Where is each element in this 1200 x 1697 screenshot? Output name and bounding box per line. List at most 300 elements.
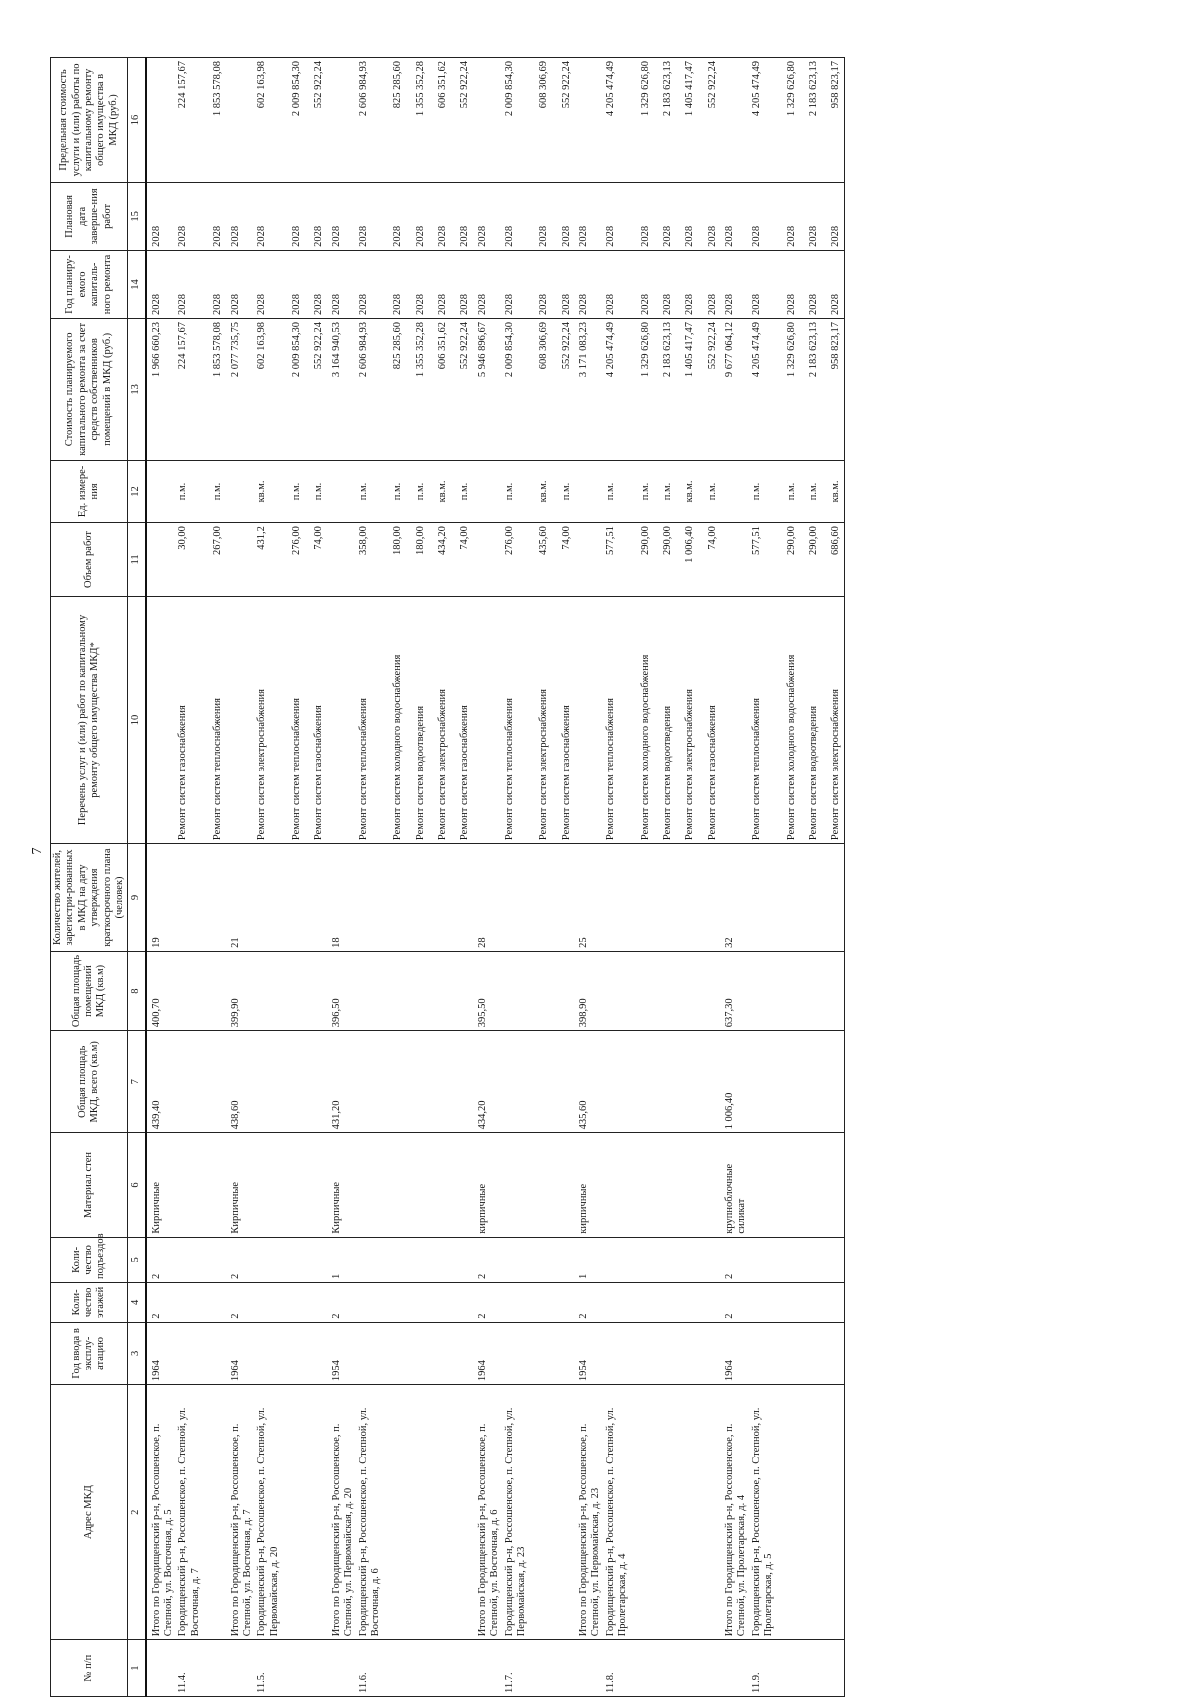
cell-max-cost: 602 163,98 xyxy=(255,58,282,183)
cell-wall-material xyxy=(255,1133,282,1237)
cell-residents xyxy=(503,844,530,952)
cell-rooms-area: 399,90 xyxy=(226,951,256,1030)
cell-residents xyxy=(529,844,551,952)
cell-volume: 180,00 xyxy=(406,523,428,597)
cell-total-area xyxy=(799,1031,821,1133)
cell-plan-year: 2028 xyxy=(473,250,503,318)
capital-repair-plan-table xyxy=(50,57,845,1697)
cell-wall-material xyxy=(552,1133,574,1237)
cell-volume: 74,00 xyxy=(698,523,720,597)
cell-max-cost: 958 823,17 xyxy=(821,58,844,183)
cell-plan-year: 2028 xyxy=(146,250,177,318)
cell-entrances xyxy=(203,1237,225,1282)
cell-year-built xyxy=(552,1322,574,1384)
cell-work xyxy=(473,596,503,843)
cell-floors xyxy=(255,1283,282,1323)
cell-plan-year: 2028 xyxy=(304,250,326,318)
cell-residents xyxy=(799,844,821,952)
header-num: № п/п xyxy=(51,1640,128,1697)
cell-end-year: 2028 xyxy=(406,182,428,250)
cell-residents xyxy=(255,844,282,952)
cell-work: Ремонт систем газоснабжения xyxy=(304,596,326,843)
column-number: 15 xyxy=(128,182,146,250)
cell-max-cost: 4 205 474,49 xyxy=(750,58,777,183)
cell-unit: п.м. xyxy=(406,460,428,522)
cell-year-built xyxy=(383,1322,405,1384)
cell-work: Ремонт систем электроснабжения xyxy=(821,596,844,843)
cell-rooms-area: 400,70 xyxy=(146,951,177,1030)
cell-rooms-area: 398,90 xyxy=(574,951,604,1030)
cell-wall-material xyxy=(503,1133,530,1237)
cell-residents: 25 xyxy=(574,844,604,952)
cell-entrances xyxy=(428,1237,450,1282)
cell-residents xyxy=(675,844,697,952)
cell-unit: п.м. xyxy=(304,460,326,522)
cell-address xyxy=(203,1385,225,1640)
cell-cost: 4 205 474,49 xyxy=(750,318,777,460)
cell-num xyxy=(473,1640,503,1697)
cell-end-year: 2028 xyxy=(574,182,604,250)
cell-num xyxy=(552,1640,574,1697)
cell-plan-year: 2028 xyxy=(604,250,631,318)
cell-plan-year: 2028 xyxy=(720,250,750,318)
cell-total-area xyxy=(406,1031,428,1133)
building-row xyxy=(255,58,282,1697)
cell-entrances: 2 xyxy=(226,1237,256,1282)
cell-volume: 435,60 xyxy=(529,523,551,597)
cell-wall-material xyxy=(176,1133,203,1237)
cell-entrances xyxy=(777,1237,799,1282)
cell-year-built xyxy=(653,1322,675,1384)
cell-residents xyxy=(552,844,574,952)
cell-year-built xyxy=(406,1322,428,1384)
cell-end-year: 2028 xyxy=(203,182,225,250)
cell-floors xyxy=(777,1283,799,1323)
cell-max-cost: 2 009 854,30 xyxy=(282,58,304,183)
cell-total-area xyxy=(631,1031,653,1133)
cell-num xyxy=(821,1640,844,1697)
cell-total-area: 434,20 xyxy=(473,1031,503,1133)
cell-year-built xyxy=(450,1322,472,1384)
cell-wall-material xyxy=(304,1133,326,1237)
cell-num xyxy=(383,1640,405,1697)
cell-residents xyxy=(821,844,844,952)
cell-address: Итого по Городищенский р-н, Россошенское, п. Степной, ул. Восточная, д. 6 xyxy=(473,1385,503,1640)
cell-max-cost xyxy=(327,58,357,183)
cell-plan-year: 2028 xyxy=(799,250,821,318)
cell-volume: 74,00 xyxy=(552,523,574,597)
cell-max-cost: 4 205 474,49 xyxy=(604,58,631,183)
cell-work xyxy=(574,596,604,843)
building-row xyxy=(503,58,530,1697)
cell-residents: 28 xyxy=(473,844,503,952)
cell-floors xyxy=(604,1283,631,1323)
cell-plan-year: 2028 xyxy=(653,250,675,318)
cell-plan-year: 2028 xyxy=(255,250,282,318)
cell-residents xyxy=(406,844,428,952)
cell-wall-material: Кирпичные xyxy=(226,1133,256,1237)
work-row xyxy=(799,58,821,1697)
cell-rooms-area xyxy=(357,951,384,1030)
cell-total-area: 1 006,40 xyxy=(720,1031,750,1133)
cell-unit: п.м. xyxy=(750,460,777,522)
cell-plan-year: 2028 xyxy=(777,250,799,318)
cell-wall-material xyxy=(698,1133,720,1237)
header-unit: Ед. измере-ния xyxy=(51,460,128,522)
cell-total-area xyxy=(282,1031,304,1133)
cell-work: Ремонт систем теплоснабжения xyxy=(203,596,225,843)
header-plan-year: Год планиру-емого капиталь-ного ремонта xyxy=(51,250,128,318)
column-number: 2 xyxy=(128,1385,146,1640)
cell-cost: 552 922,24 xyxy=(304,318,326,460)
cell-residents xyxy=(203,844,225,952)
cell-unit: п.м. xyxy=(383,460,405,522)
cell-work: Ремонт систем электроснабжения xyxy=(255,596,282,843)
work-row xyxy=(406,58,428,1697)
header-year-built: Год ввода в эксплу-атацию xyxy=(51,1322,128,1384)
cell-num: 11.4. xyxy=(176,1640,203,1697)
cell-num xyxy=(777,1640,799,1697)
cell-address xyxy=(282,1385,304,1640)
cell-max-cost xyxy=(146,58,177,183)
cell-end-year: 2028 xyxy=(821,182,844,250)
cell-address: Городищенский р-н, Россошенское, п. Степной, ул. Первомайская, д. 20 xyxy=(255,1385,282,1640)
cell-cost: 1 355 352,28 xyxy=(406,318,428,460)
column-number: 1 xyxy=(128,1640,146,1697)
cell-cost: 2 077 735,75 xyxy=(226,318,256,460)
work-row xyxy=(282,58,304,1697)
cell-end-year: 2028 xyxy=(720,182,750,250)
work-row xyxy=(698,58,720,1697)
cell-work: Ремонт систем теплоснабжения xyxy=(604,596,631,843)
cell-num xyxy=(799,1640,821,1697)
cell-plan-year: 2028 xyxy=(357,250,384,318)
cell-max-cost: 606 351,62 xyxy=(428,58,450,183)
cell-max-cost: 1 355 352,28 xyxy=(406,58,428,183)
work-row xyxy=(777,58,799,1697)
cell-wall-material xyxy=(406,1133,428,1237)
cell-num xyxy=(406,1640,428,1697)
cell-end-year: 2028 xyxy=(777,182,799,250)
cell-entrances xyxy=(282,1237,304,1282)
cell-num xyxy=(653,1640,675,1697)
work-row xyxy=(552,58,574,1697)
cell-end-year: 2028 xyxy=(255,182,282,250)
cell-cost: 1 405 417,47 xyxy=(675,318,697,460)
cell-max-cost: 2 009 854,30 xyxy=(503,58,530,183)
work-row xyxy=(304,58,326,1697)
cell-rooms-area xyxy=(304,951,326,1030)
cell-rooms-area xyxy=(428,951,450,1030)
cell-floors: 2 xyxy=(574,1283,604,1323)
cell-total-area xyxy=(503,1031,530,1133)
cell-entrances xyxy=(631,1237,653,1282)
cell-wall-material xyxy=(675,1133,697,1237)
cell-plan-year: 2028 xyxy=(750,250,777,318)
cell-total-area xyxy=(653,1031,675,1133)
cell-num: 11.7. xyxy=(503,1640,530,1697)
column-number: 13 xyxy=(128,318,146,460)
cell-wall-material xyxy=(821,1133,844,1237)
cell-total-area: 438,60 xyxy=(226,1031,256,1133)
cell-end-year: 2028 xyxy=(226,182,256,250)
cell-num xyxy=(450,1640,472,1697)
cell-work: Ремонт систем холодного водоснабжения xyxy=(631,596,653,843)
cell-year-built xyxy=(203,1322,225,1384)
building-row xyxy=(357,58,384,1697)
cell-total-area xyxy=(750,1031,777,1133)
cell-volume: 577,51 xyxy=(604,523,631,597)
cell-volume: 290,00 xyxy=(631,523,653,597)
cell-rooms-area xyxy=(282,951,304,1030)
cell-work: Ремонт систем электроснабжения xyxy=(675,596,697,843)
cell-volume: 431,2 xyxy=(255,523,282,597)
cell-plan-year: 2028 xyxy=(383,250,405,318)
work-row xyxy=(675,58,697,1697)
cell-cost: 4 205 474,49 xyxy=(604,318,631,460)
cell-address xyxy=(428,1385,450,1640)
cell-plan-year: 2028 xyxy=(226,250,256,318)
cell-unit xyxy=(574,460,604,522)
cell-num xyxy=(203,1640,225,1697)
work-row xyxy=(383,58,405,1697)
cell-total-area xyxy=(383,1031,405,1133)
cell-num xyxy=(304,1640,326,1697)
cell-volume: 267,00 xyxy=(203,523,225,597)
cell-year-built xyxy=(799,1322,821,1384)
cell-end-year: 2028 xyxy=(176,182,203,250)
cell-work: Ремонт систем водоотведения xyxy=(653,596,675,843)
cell-floors xyxy=(529,1283,551,1323)
cell-plan-year: 2028 xyxy=(450,250,472,318)
cell-entrances: 2 xyxy=(473,1237,503,1282)
cell-plan-year: 2028 xyxy=(675,250,697,318)
cell-num: 11.6. xyxy=(357,1640,384,1697)
cell-end-year: 2028 xyxy=(146,182,177,250)
header-residents: Количество жителей, зарегистри-рованных в МКД на дату утверждения краткосрочного плана (человек) xyxy=(51,844,128,952)
cell-wall-material xyxy=(529,1133,551,1237)
work-row xyxy=(631,58,653,1697)
column-number: 6 xyxy=(128,1133,146,1237)
header-total-area: Общая площадь МКД, всего (кв.м) xyxy=(51,1031,128,1133)
cell-num xyxy=(698,1640,720,1697)
cell-entrances xyxy=(675,1237,697,1282)
cell-entrances xyxy=(750,1237,777,1282)
cell-year-built xyxy=(255,1322,282,1384)
cell-entrances xyxy=(503,1237,530,1282)
cell-work: Ремонт систем теплоснабжения xyxy=(357,596,384,843)
cell-cost: 9 677 064,12 xyxy=(720,318,750,460)
cell-floors xyxy=(383,1283,405,1323)
cell-end-year: 2028 xyxy=(750,182,777,250)
cell-volume: 1 006,40 xyxy=(675,523,697,597)
cell-max-cost: 608 306,69 xyxy=(529,58,551,183)
cell-volume: 74,00 xyxy=(450,523,472,597)
cell-cost: 1 966 660,23 xyxy=(146,318,177,460)
cell-floors: 2 xyxy=(146,1283,177,1323)
cell-cost: 606 351,62 xyxy=(428,318,450,460)
cell-unit xyxy=(720,460,750,522)
cell-num: 11.9. xyxy=(750,1640,777,1697)
cell-max-cost: 1 853 578,08 xyxy=(203,58,225,183)
cell-total-area: 435,60 xyxy=(574,1031,604,1133)
column-number: 3 xyxy=(128,1322,146,1384)
cell-wall-material: крупноблочные силикат xyxy=(720,1133,750,1237)
cell-rooms-area xyxy=(631,951,653,1030)
cell-floors xyxy=(821,1283,844,1323)
header-floors: Коли-чество этажей xyxy=(51,1283,128,1323)
cell-num xyxy=(226,1640,256,1697)
cell-total-area xyxy=(428,1031,450,1133)
cell-rooms-area: 396,50 xyxy=(327,951,357,1030)
cell-work: Ремонт систем теплоснабжения xyxy=(750,596,777,843)
cell-floors xyxy=(799,1283,821,1323)
cell-floors: 2 xyxy=(473,1283,503,1323)
cell-cost: 2 183 623,13 xyxy=(653,318,675,460)
column-number: 11 xyxy=(128,523,146,597)
cell-entrances: 1 xyxy=(574,1237,604,1282)
cell-volume: 577,51 xyxy=(750,523,777,597)
cell-entrances xyxy=(357,1237,384,1282)
cell-work: Ремонт систем водоотведения xyxy=(799,596,821,843)
cell-max-cost xyxy=(473,58,503,183)
cell-address xyxy=(529,1385,551,1640)
cell-address xyxy=(450,1385,472,1640)
cell-residents xyxy=(750,844,777,952)
cell-entrances xyxy=(653,1237,675,1282)
cell-address xyxy=(675,1385,697,1640)
cell-wall-material xyxy=(604,1133,631,1237)
cell-cost: 1 329 626,80 xyxy=(631,318,653,460)
cell-address xyxy=(383,1385,405,1640)
cell-unit: п.м. xyxy=(450,460,472,522)
cell-rooms-area xyxy=(450,951,472,1030)
cell-end-year: 2028 xyxy=(653,182,675,250)
cell-address: Итого по Городищенский р-н, Россошенское, п. Степной, ул. Пролетарская, д. 4 xyxy=(720,1385,750,1640)
cell-cost: 602 163,98 xyxy=(255,318,282,460)
cell-wall-material xyxy=(653,1133,675,1237)
cell-num: 11.8. xyxy=(604,1640,631,1697)
cell-unit xyxy=(146,460,177,522)
cell-year-built xyxy=(176,1322,203,1384)
cell-entrances xyxy=(821,1237,844,1282)
cell-wall-material xyxy=(357,1133,384,1237)
cell-residents xyxy=(604,844,631,952)
cell-work: Ремонт систем холодного водоснабжения xyxy=(777,596,799,843)
cell-total-area: 439,40 xyxy=(146,1031,177,1133)
work-row xyxy=(821,58,844,1697)
cell-address: Итого по Городищенский р-н, Россошенское, п. Степной, ул. Восточная, д. 5 xyxy=(146,1385,177,1640)
cell-total-area xyxy=(529,1031,551,1133)
cell-volume xyxy=(574,523,604,597)
cell-cost: 3 171 083,23 xyxy=(574,318,604,460)
cell-floors xyxy=(406,1283,428,1323)
cell-rooms-area xyxy=(777,951,799,1030)
header-rooms-area: Общая площадь помещений МКД (кв.м) xyxy=(51,951,128,1030)
cell-total-area xyxy=(821,1031,844,1133)
cell-plan-year: 2028 xyxy=(529,250,551,318)
cell-unit: кв.м. xyxy=(675,460,697,522)
cell-max-cost: 224 157,67 xyxy=(176,58,203,183)
cell-residents xyxy=(282,844,304,952)
cell-work: Ремонт систем электроснабжения xyxy=(428,596,450,843)
cell-entrances xyxy=(383,1237,405,1282)
cell-end-year: 2028 xyxy=(799,182,821,250)
cell-residents xyxy=(383,844,405,952)
cell-volume: 686,60 xyxy=(821,523,844,597)
cell-num xyxy=(675,1640,697,1697)
cell-address: Городищенский р-н, Россошенское, п. Степной, ул. Восточная, д. 6 xyxy=(357,1385,384,1640)
column-number: 5 xyxy=(128,1237,146,1282)
cell-unit xyxy=(226,460,256,522)
cell-cost: 5 946 896,67 xyxy=(473,318,503,460)
cell-year-built: 1964 xyxy=(473,1322,503,1384)
work-row xyxy=(203,58,225,1697)
cell-end-year: 2028 xyxy=(327,182,357,250)
cell-rooms-area xyxy=(552,951,574,1030)
cell-cost: 2 606 984,93 xyxy=(357,318,384,460)
cell-work: Ремонт систем электроснабжения xyxy=(529,596,551,843)
cell-entrances xyxy=(255,1237,282,1282)
cell-entrances: 2 xyxy=(720,1237,750,1282)
cell-year-built xyxy=(631,1322,653,1384)
cell-volume: 290,00 xyxy=(653,523,675,597)
cell-plan-year: 2028 xyxy=(552,250,574,318)
cell-volume xyxy=(473,523,503,597)
cell-end-year: 2028 xyxy=(675,182,697,250)
cell-cost: 825 285,60 xyxy=(383,318,405,460)
cell-max-cost: 1 329 626,80 xyxy=(777,58,799,183)
cell-work: Ремонт систем газоснабжения xyxy=(698,596,720,843)
column-number: 4 xyxy=(128,1283,146,1323)
cell-wall-material: кирпичные xyxy=(574,1133,604,1237)
building-row xyxy=(750,58,777,1697)
cell-total-area xyxy=(552,1031,574,1133)
cell-plan-year: 2028 xyxy=(203,250,225,318)
cell-max-cost: 2 183 623,13 xyxy=(799,58,821,183)
cell-year-built: 1954 xyxy=(574,1322,604,1384)
cell-cost: 2 009 854,30 xyxy=(503,318,530,460)
cell-max-cost: 2 606 984,93 xyxy=(357,58,384,183)
cell-year-built xyxy=(304,1322,326,1384)
cell-end-year: 2028 xyxy=(473,182,503,250)
cell-wall-material xyxy=(799,1133,821,1237)
cell-cost: 552 922,24 xyxy=(552,318,574,460)
cell-num xyxy=(720,1640,750,1697)
header-row xyxy=(51,58,128,1697)
cell-residents: 21 xyxy=(226,844,256,952)
cell-max-cost: 1 405 417,47 xyxy=(675,58,697,183)
cell-residents xyxy=(777,844,799,952)
cell-total-area xyxy=(675,1031,697,1133)
cell-volume: 30,00 xyxy=(176,523,203,597)
cell-num: 11.5. xyxy=(255,1640,282,1697)
cell-unit: п.м. xyxy=(282,460,304,522)
cell-address: Городищенский р-н, Россошенское, п. Степной, ул. Пролетарская, д. 4 xyxy=(604,1385,631,1640)
cell-year-built xyxy=(357,1322,384,1384)
header-max-cost: Предельная стоимость услуги и (или) работы по капитальному ремонту общего имущества в МКД (руб.) xyxy=(51,58,128,183)
cell-unit xyxy=(473,460,503,522)
cell-wall-material: кирпичные xyxy=(473,1133,503,1237)
total-row xyxy=(146,58,177,1697)
cell-entrances xyxy=(799,1237,821,1282)
column-number: 16 xyxy=(128,58,146,183)
cell-year-built xyxy=(750,1322,777,1384)
cell-year-built xyxy=(675,1322,697,1384)
cell-plan-year: 2028 xyxy=(176,250,203,318)
cell-volume xyxy=(226,523,256,597)
cell-entrances xyxy=(304,1237,326,1282)
